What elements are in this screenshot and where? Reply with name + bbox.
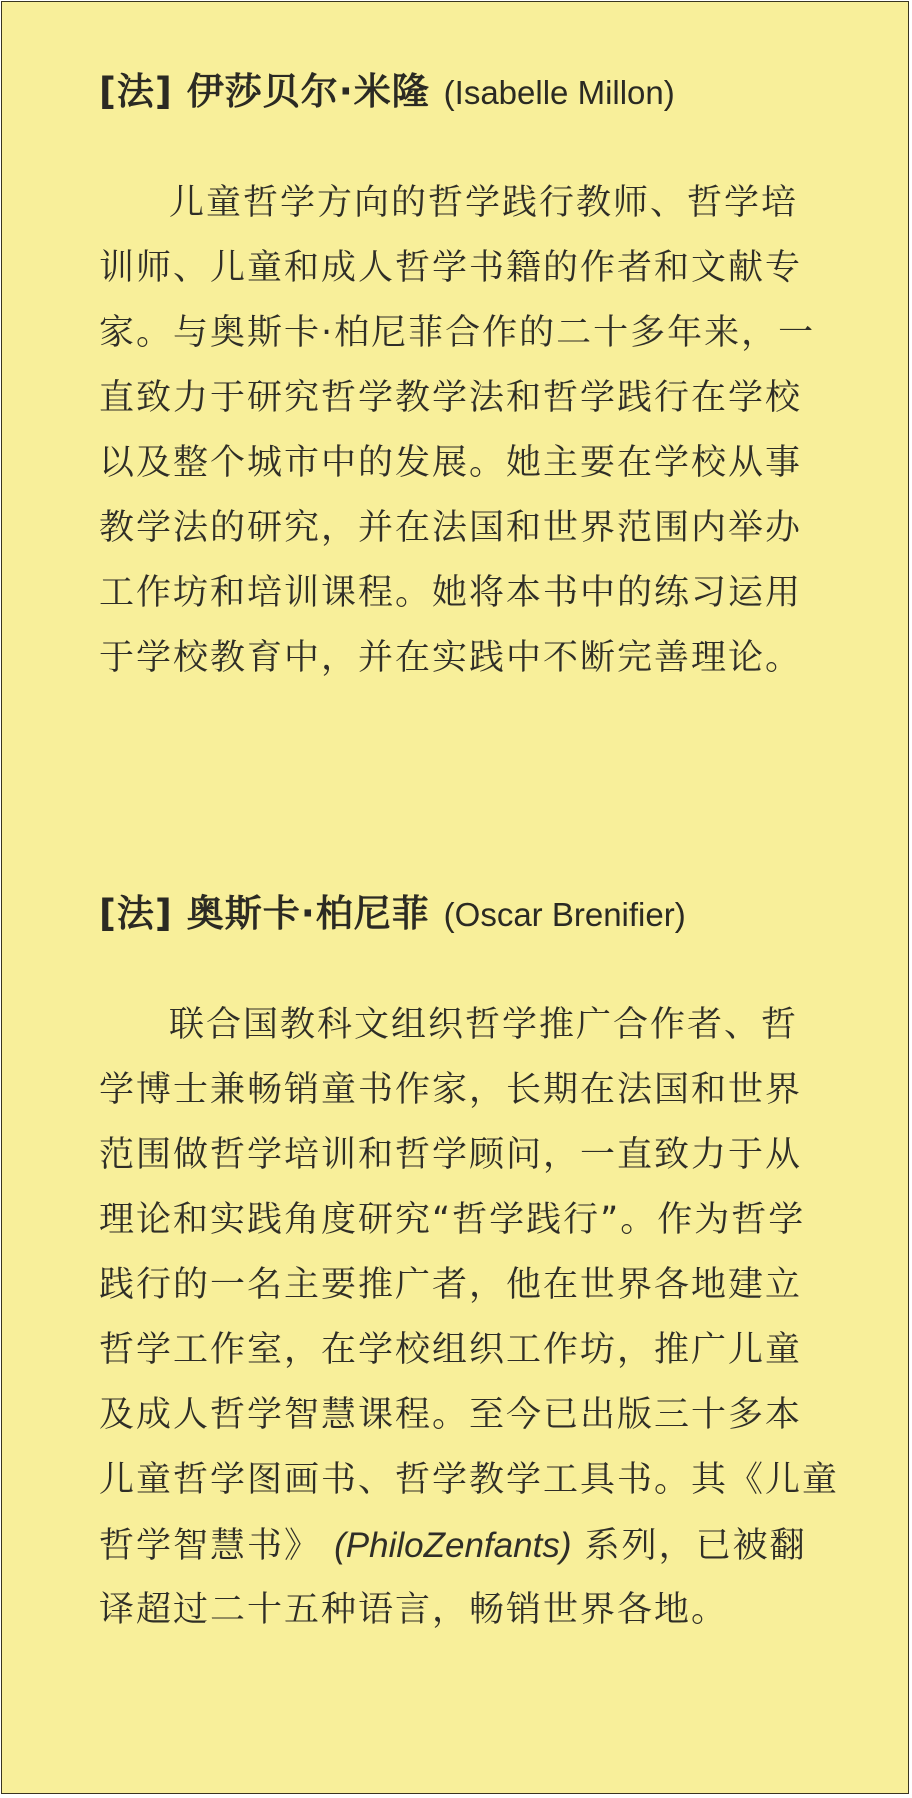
author-name-zh: 伊莎贝尔·米隆	[186, 70, 430, 113]
bio-line-segment: 哲学智慧书》	[99, 1526, 322, 1566]
author-name-latin: (Oscar Brenifier)	[443, 896, 686, 933]
author-heading	[99, 886, 910, 943]
book-series-title: (PhiloZenfants)	[334, 1526, 572, 1565]
bio-line: 于学校教育中，并在实践中不断完善理论。	[99, 638, 803, 678]
bio-line: 工作坊和培训课程。她将本书中的练习运用	[99, 573, 803, 613]
bio-line: 教学法的研究，并在法国和世界范围内举办	[99, 508, 803, 548]
bio-line: 译超过二十五种语言，畅销世界各地。	[99, 1590, 729, 1630]
author-isabelle-millon	[2, 64, 910, 691]
bio-line: 哲学工作室，在学校组织工作坊，推广儿童	[99, 1330, 803, 1370]
bio-line-segment: 系列，已被翻	[584, 1526, 807, 1566]
bio-line: 及成人哲学智慧课程。至今已出版三十多本	[99, 1395, 803, 1435]
author-name-latin: (Isabelle Millon)	[443, 74, 675, 111]
author-oscar-brenifier	[2, 886, 910, 1643]
author-heading	[99, 64, 910, 121]
author-bio	[2, 993, 910, 1643]
author-nationality: [法]	[99, 70, 173, 113]
bio-line: 联合国教科文组织哲学推广合作者、哲	[169, 1005, 799, 1045]
author-bio	[2, 171, 910, 691]
bio-line-with-book-title	[2, 1513, 910, 1578]
bio-line: 以及整个城市中的发展。她主要在学校从事	[99, 443, 803, 483]
author-name-zh: 奥斯卡·柏尼菲	[186, 892, 430, 935]
bio-line: 范围做哲学培训和哲学顾问，一直致力于从	[99, 1135, 803, 1175]
author-nationality: [法]	[99, 892, 173, 935]
bio-line: 儿童哲学图画书、哲学教学工具书。其《儿童	[99, 1460, 840, 1500]
bio-line: 儿童哲学方向的哲学践行教师、哲学培	[169, 183, 799, 223]
bio-line: 家。与奥斯卡·柏尼菲合作的二十多年来，一	[99, 313, 816, 353]
bio-line: 践行的一名主要推广者，他在世界各地建立	[99, 1265, 803, 1305]
bio-line: 训师、儿童和成人哲学书籍的作者和文献专	[99, 248, 803, 288]
bio-line: 理论和实践角度研究“哲学践行”。作为哲学	[99, 1200, 806, 1240]
bio-line: 学博士兼畅销童书作家，长期在法国和世界	[99, 1070, 803, 1110]
author-bio-panel	[1, 1, 909, 1794]
bio-line: 直致力于研究哲学教学法和哲学践行在学校	[99, 378, 803, 418]
